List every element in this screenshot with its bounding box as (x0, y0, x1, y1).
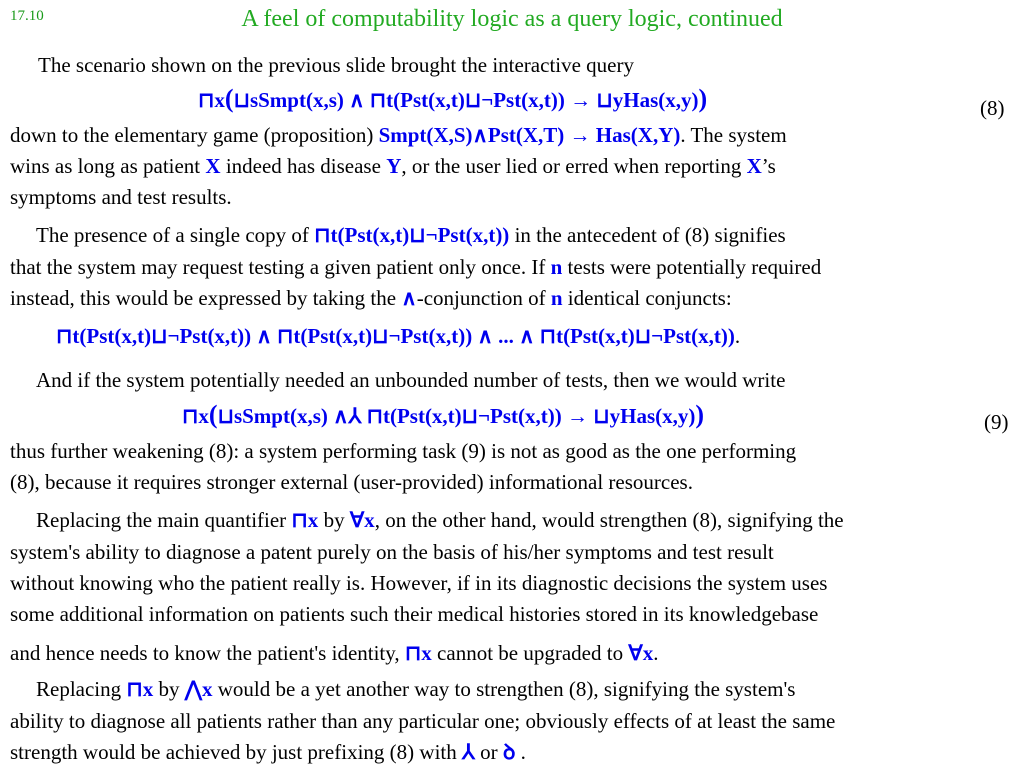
p1-line3-end: . The system (680, 123, 787, 147)
p1-line4-d: ’s (761, 154, 776, 178)
p4-line3: without knowing who the patient really is. However, if in its diagnostic decisions the system uses (10, 571, 828, 595)
p4-line5-b: cannot be upgraded to (431, 641, 629, 665)
p4-line1-b: by (318, 508, 350, 532)
var-X: X (205, 154, 221, 178)
formula-8-quant: ⊓x (198, 88, 225, 112)
p5-line1-a: Replacing (36, 677, 127, 701)
p2-line1-b: in the antecedent of (8) signifies (509, 223, 786, 247)
formula-9-quant: ⊓x (182, 404, 209, 428)
p5-line2: ability to diagnose all patients rather than any particular one; obviously effects of at least the same (10, 709, 836, 733)
p5-line3-a: strength would be achieved by just prefixing (8) with (10, 740, 462, 764)
p1-line4-b: indeed has disease (220, 154, 387, 178)
p5-line1-c: would be a yet another way to strengthen (8), signifying the system's (212, 677, 796, 701)
p2-conjunction-formula (56, 323, 740, 349)
p4-line2: system's ability to diagnose a patent purely on the basis of his/her symptoms and test result (10, 540, 774, 564)
formula-8-rparen: ) (698, 84, 708, 113)
p1-line4 (10, 153, 776, 179)
choice-universal-quantifier-2: ⊓x (404, 641, 432, 665)
p1-line4-a: wins as long as patient (10, 154, 206, 178)
p2-line3 (10, 285, 732, 311)
formula-9-lparen: ( (208, 400, 218, 429)
conjunction-symbol: ∧ (401, 286, 417, 310)
elementary-game-formula: Smpt(X,S)∧Pst(X,T) → Has(X,Y) (378, 123, 681, 147)
p2-line1 (36, 222, 786, 248)
var-n-2: n (550, 286, 563, 310)
p2-inline-formula: ⊓t(Pst(x,t)⊔¬Pst(x,t)) (314, 223, 510, 247)
p4-line5 (10, 640, 658, 666)
p5-line1-b: by (153, 677, 185, 701)
p2-line3-d: identical conjuncts: (562, 286, 732, 310)
p2-line1-a: The presence of a single copy of (36, 223, 315, 247)
formula-9-rparen: ) (695, 400, 705, 429)
p2-formula-body: ⊓t(Pst(x,t)⊔¬Pst(x,t)) ∧ ⊓t(Pst(x,t)⊔¬Pst(x,t)) ∧ ... ∧ ⊓t(Pst(x,t)⊔¬Pst(x,t)) (56, 324, 735, 348)
choice-universal-quantifier: ⊓x (291, 508, 319, 532)
p1-line5: symptoms and test results. (10, 185, 232, 209)
choice-universal-quantifier-3: ⊓x (126, 677, 154, 701)
formula-8 (198, 86, 707, 113)
slide-number: 17.10 (10, 8, 44, 24)
p1-line3 (10, 122, 787, 148)
formula-8-lparen: ( (224, 84, 234, 113)
recurrence-symbol-1: ⅄ (461, 740, 475, 764)
formula-9-body: ⊔sSmpt(x,s) ∧⅄ ⊓t(Pst(x,t)⊔¬Pst(x,t)) → ⊔yHas(x,y) (217, 404, 696, 428)
var-X-2: X (746, 154, 762, 178)
p2-line2 (10, 254, 821, 280)
p2-line3-b: -conjunction of (416, 286, 551, 310)
p4-line1-c: , on the other hand, would strengthen (8), signifying the (374, 508, 844, 532)
p5-line1 (36, 676, 795, 702)
equation-number-9: (9) (984, 410, 1009, 434)
parallel-universal-quantifier: ⋀x (184, 677, 213, 701)
p3-line4: (8), because it requires stronger external (user-provided) informational resources. (10, 470, 693, 494)
recurrence-symbol-2: ꝺ (502, 740, 516, 764)
p5-line3-c: . (515, 740, 526, 764)
p3-line1: And if the system potentially needed an unbounded number of tests, then we would write (36, 368, 786, 392)
p4-line1 (36, 507, 844, 533)
p3-line3: thus further weakening (8): a system performing task (9) is not as good as the one performing (10, 439, 797, 463)
p1-line1: The scenario shown on the previous slide brought the interactive query (38, 53, 634, 77)
p5-line3 (10, 739, 526, 765)
var-n: n (550, 255, 563, 279)
formula-9 (182, 402, 704, 429)
slide-title: A feel of computability logic as a query logic, continued (241, 6, 783, 32)
equation-number-8: (8) (980, 96, 1005, 120)
p4-line5-a: and hence needs to know the patient's identity, (10, 641, 405, 665)
p2-line2-a: that the system may request testing a given patient only once. If (10, 255, 551, 279)
p5-line3-b: or (474, 740, 503, 764)
p4-line1-a: Replacing the main quantifier (36, 508, 292, 532)
p4-line4: some additional information on patients such their medical histories stored in its knowledgebase (10, 602, 819, 626)
p1-line3-text: down to the elementary game (proposition) (10, 123, 379, 147)
p4-line5-c: . (653, 641, 659, 665)
formula-8-body: ⊔sSmpt(x,s) ∧ ⊓t(Pst(x,t)⊔¬Pst(x,t)) → ⊔yHas(x,y) (233, 88, 699, 112)
p1-line4-c: , or the user lied or erred when reporting (401, 154, 747, 178)
p2-line3-a: instead, this would be expressed by taking the (10, 286, 402, 310)
p2-line2-b: tests were potentially required (562, 255, 822, 279)
blind-universal-quantifier-2: ∀x (628, 641, 654, 665)
p2-formula-period: . (734, 324, 741, 348)
var-Y: Y (386, 154, 402, 178)
blind-universal-quantifier: ∀x (349, 508, 375, 532)
